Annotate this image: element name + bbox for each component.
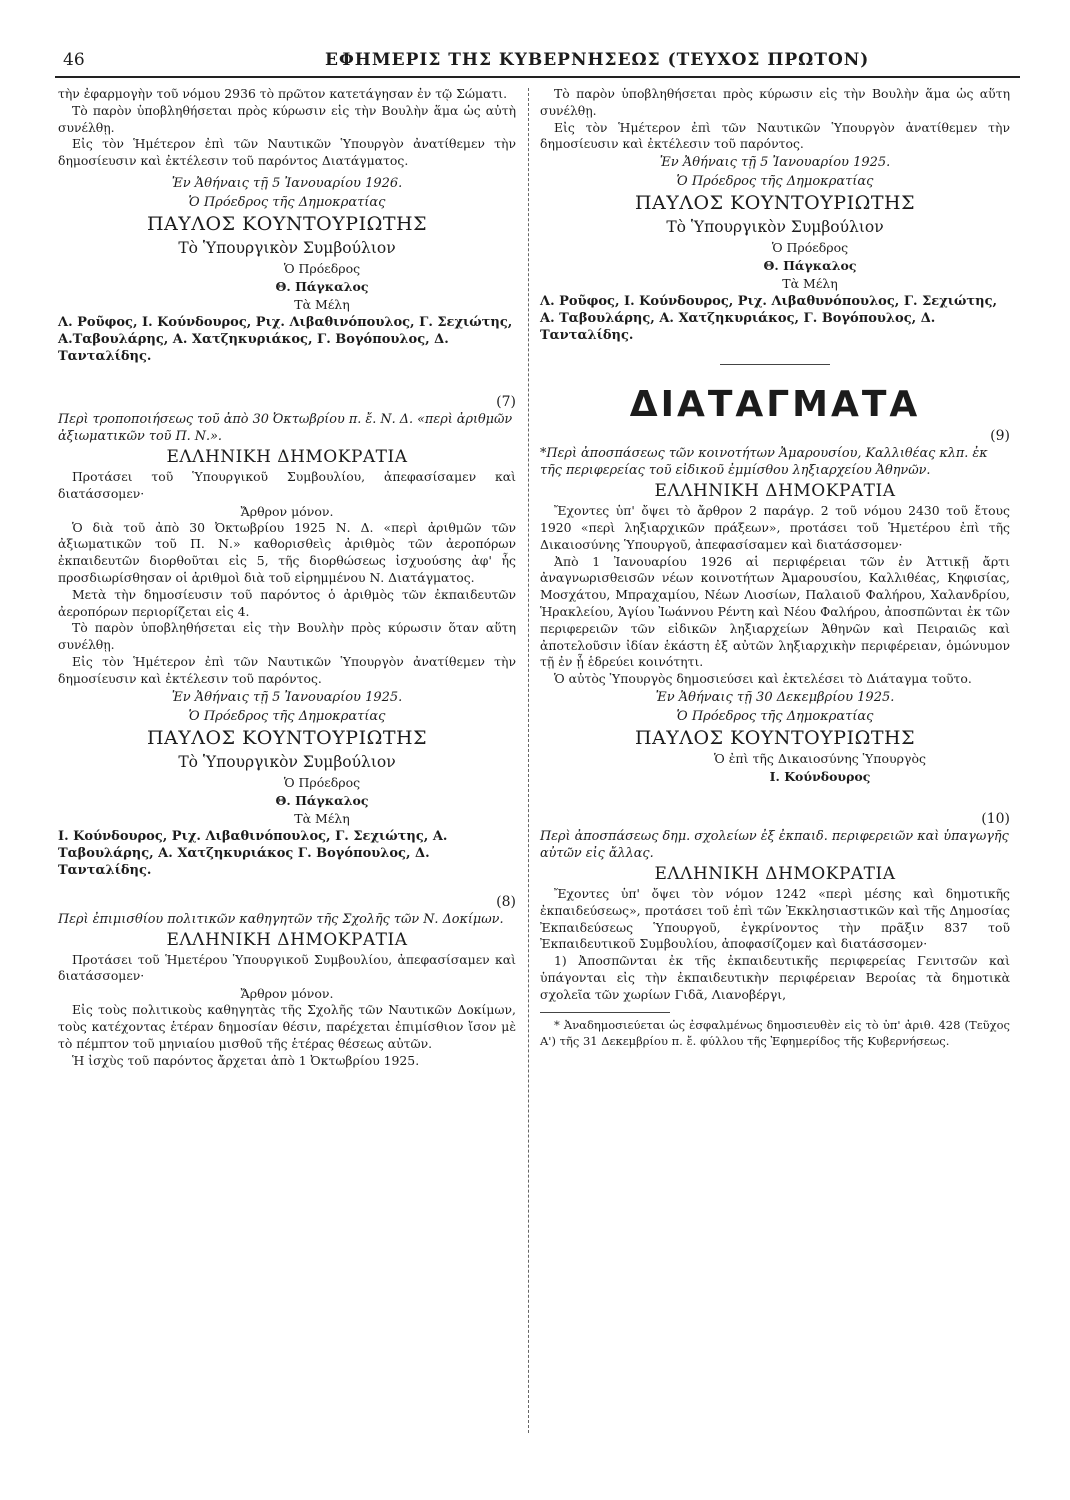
- members-label: Τὰ Μέλη: [294, 296, 350, 312]
- right-column: [540, 86, 1010, 1049]
- paragraph: Προτάσει τοῦ Ἡμετέρου Ὑπουργικοῦ Συμβουλίου, ἀπεφασίσαμεν καὶ διατάσσομεν·: [58, 951, 516, 984]
- paragraph: Εἰς τὸν Ἡμέτερον ἐπὶ τῶν Ναυτικῶν Ὑπουργὸν ἀνατίθεμεν τὴν δημοσίευσιν καὶ ἐκτέλεσιν τοῦ παρόντος.: [540, 119, 1010, 152]
- footnote-rule: [540, 1012, 670, 1013]
- page-number: 46: [63, 50, 85, 70]
- cabinet-heading: Τὸ Ὑπουργικὸν Συμβούλιον: [178, 752, 396, 771]
- chair-label: Ὁ Πρόεδρος: [771, 240, 849, 256]
- decree-number: (7): [496, 393, 516, 410]
- page-header: [55, 50, 1020, 76]
- chair-label: Ὁ Πρόεδρος: [283, 774, 361, 790]
- paragraph: Εἰς τοὺς πολιτικοὺς καθηγητὰς τῆς Σχολῆς τῶν Ναυτικῶν Δοκίμων, τοὺς κατέχοντας ἑτέραν δημοσίαν θέσιν, παρέχεται ἐπιμίσθιον ἴσον μὲ τὸ πέμπτον τοῦ μηνιαίου μισθοῦ τῆς ἑτέρας θέσεως αὐτῶν.: [58, 1002, 516, 1051]
- paragraph: Ἔχοντες ὑπ' ὄψει τὸν νόμον 1242 «περὶ μέσης καὶ δημοτικῆς ἐκπαιδεύσεως», προτάσει τοῦ ἐπὶ τῶν Ἐκκλησιαστικῶν καὶ τῆς Δημοσίας Ἐκπαιδεύσεως Ὑπουργοῦ, ἐγκρίνοντος τὴν πρᾶξιν 837 τοῦ Ἐκπαιδευτικοῦ Συμβουλίου, ἀποφασίζομεν καὶ διατάσσομεν·: [540, 885, 1010, 952]
- president-name: ΠΑΥΛΟΣ ΚΟΥΝΤΟΥΡΙΩΤΗΣ: [146, 726, 428, 749]
- paragraph: Τὸ παρὸν ὑποβληθήσεται πρὸς κύρωσιν εἰς τὴν Βουλὴν ἅμα ὡς αὕτη συνέλθῃ.: [540, 86, 1010, 118]
- decree-date: Ἐν Ἀθήναις τῇ 5 Ἰανουαρίου 1925.: [171, 689, 403, 705]
- header-rule: [55, 76, 1020, 78]
- footnote: * Ἀναδημοσιεύεται ὡς ἐσφαλμένως δημοσιευθὲν εἰς τὸ ὑπ' ἀριθ. 428 (Τεῦχος Α') τῆς 31 Δεκεμβρίου π. ἔ. φύλλου τῆς Ἐφημερίδος τῆς Κυβερνήσεως.: [540, 1017, 1010, 1048]
- cabinet-heading: Τὸ Ὑπουργικὸν Συμβούλιον: [666, 218, 884, 237]
- president-name: ΠΑΥΛΟΣ ΚΟΥΝΤΟΥΡΙΩΤΗΣ: [634, 726, 916, 749]
- section-separator: [720, 364, 830, 365]
- chair-label: Ὁ Πρόεδρος: [283, 260, 361, 276]
- decree-date: Ἐν Ἀθήναις τῇ 30 Δεκεμβρίου 1925.: [655, 689, 895, 705]
- paragraph: Μετὰ τὴν δημοσίευσιν τοῦ παρόντος ὁ ἀριθμὸς τῶν ἐκπαιδευτῶν ἀεροπόρων περιορίζεται εἰς 4.: [58, 586, 516, 619]
- chair-name: Θ. Πάγκαλος: [763, 258, 857, 274]
- decree-subject: *Περὶ ἀποσπάσεως τῶν κοινοτήτων Ἀμαρουσίου, Καλλιθέας κλπ. ἐκ τῆς περιφερείας τοῦ εἰδικοῦ ἐμμίσθου ληξιαρχείου Ἀθηνῶν.: [540, 446, 988, 479]
- paragraph: Ἀπὸ 1 Ἰανουαρίου 1926 αἱ περιφέρειαι τῶν ἐν Ἀττικῇ ἄρτι ἀναγνωρισθεισῶν νέων κοινοτήτων Ἀμαρουσίου, Καλλιθέας, Κηφισίας, Μοσχάτου, Μπραχαμίου, Νέων Λιοσίων, Παλαιοῦ Φαλήρου, Χαλανδρίου, Ἡρακλείου, Ἁγίου Ἰωάννου Ρέντη καὶ Νέου Φαλήρου, ἀποσπῶνται ἐκ τῶν περιφερειῶν τῶν εἰδικῶν ληξιαρχείων Ἀθηνῶν καὶ Πειραιῶς καὶ ἀποτελοῦσιν ἰδίαν ἑκάστη ἐξ αὐτῶν ληξιαρχικὴν περιφέρειαν, ὁμώνυμον τῇ ἐν ᾗ ἑδρεύει κοινότητι.: [540, 553, 1010, 670]
- article-heading: Ἄρθρον μόνον.: [240, 986, 334, 1002]
- decree-subject: Περὶ ἐπιμισθίου πολιτικῶν καθηγητῶν τῆς Σχολῆς τῶν Ν. Δοκίμων.: [58, 911, 504, 927]
- republic-heading: ΕΛΛΗΝΙΚΗ ΔΗΜΟΚΡΑΤΙΑ: [654, 863, 896, 884]
- republic-heading: ΕΛΛΗΝΙΚΗ ΔΗΜΟΚΡΑΤΙΑ: [654, 481, 896, 502]
- chair-name: Θ. Πάγκαλος: [275, 278, 369, 294]
- cabinet-heading: Τὸ Ὑπουργικὸν Συμβούλιον: [178, 238, 396, 257]
- members-label: Τὰ Μέλη: [782, 276, 838, 292]
- left-column: [58, 86, 516, 1069]
- decree-number: (9): [990, 428, 1010, 445]
- decree-date: Ἐν Ἀθήναις τῇ 5 Ἰανουαρίου 1925.: [659, 155, 891, 171]
- paragraph: Ἡ ἰσχὺς τοῦ παρόντος ἄρχεται ἀπὸ 1 Ὀκτωβρίου 1925.: [72, 1052, 420, 1068]
- paragraph: Προτάσει τοῦ Ὑπουργικοῦ Συμβουλίου, ἀπεφασίσαμεν καὶ διατάσσομεν·: [58, 468, 516, 501]
- president-title: Ὁ Πρόεδρος τῆς Δημοκρατίας: [676, 708, 874, 724]
- chair-name: Θ. Πάγκαλος: [275, 792, 369, 808]
- president-name: ΠΑΥΛΟΣ ΚΟΥΝΤΟΥΡΙΩΤΗΣ: [146, 212, 428, 235]
- cabinet-members: Λ. Ροῦφος, Ι. Κούνδουρος, Ριχ. Λιβαθυνόπουλος, Γ. Σεχιώτης, Α. Ταβουλάρης, Α. Χατζηκυριάκος, Γ. Βογόπουλος, Δ. Τανταλίδης.: [540, 294, 998, 344]
- members-label: Τὰ Μέλη: [294, 810, 350, 826]
- decree-subject: Περὶ τροποποιήσεως τοῦ ἀπὸ 30 Ὀκτωβρίου π. ἔ. Ν. Δ. «περὶ ἀριθμῶν ἀξιωματικῶν τοῦ Π. Ν.».: [58, 411, 513, 444]
- minister-label: Ὁ ἐπὶ τῆς Δικαιοσύνης Ὑπουργὸς: [713, 750, 926, 766]
- republic-heading: ΕΛΛΗΝΙΚΗ ΔΗΜΟΚΡΑΤΙΑ: [166, 929, 408, 950]
- president-title: Ὁ Πρόεδρος τῆς Δημοκρατίας: [188, 708, 386, 724]
- paragraph: Εἰς τὸν Ἡμέτερον ἐπὶ τῶν Ναυτικῶν Ὑπουργὸν ἀνατίθεμεν τὴν δημοσίευσιν καὶ ἐκτέλεσιν τοῦ παρόντος.: [58, 653, 516, 686]
- decree-number: (8): [496, 893, 516, 910]
- paragraph: Ὁ αὐτὸς Ὑπουργὸς δημοσιεύσει καὶ ἐκτελέσει τὸ Διάταγμα τοῦτο.: [554, 671, 972, 687]
- decree-date: Ἐν Ἀθήναις τῇ 5 Ἰανουαρίου 1926.: [171, 175, 403, 191]
- republic-heading: ΕΛΛΗΝΙΚΗ ΔΗΜΟΚΡΑΤΙΑ: [166, 446, 408, 467]
- president-title: Ὁ Πρόεδρος τῆς Δημοκρατίας: [676, 174, 874, 190]
- column-divider: [528, 88, 529, 1433]
- paragraph: Εἰς τὸν Ἡμέτερον ἐπὶ τῶν Ναυτικῶν Ὑπουργὸν ἀνατίθεμεν τὴν δημοσίευσιν καὶ ἐκτέλεσιν τοῦ παρόντος Διατάγματος.: [58, 136, 516, 169]
- gazette-title: ΕΦΗΜΕΡΙΣ ΤΗΣ ΚΥΒΕΡΝΗΣΕΩΣ (ΤΕΥΧΟΣ ΠΡΩΤΟΝ): [325, 50, 870, 70]
- minister-name: Ι. Κούνδουρος: [769, 768, 871, 784]
- decree-number: (10): [981, 810, 1010, 827]
- article-heading: Ἄρθρον μόνον.: [240, 503, 334, 519]
- president-name: ΠΑΥΛΟΣ ΚΟΥΝΤΟΥΡΙΩΤΗΣ: [634, 192, 916, 215]
- paragraph: Τὸ παρὸν ὑποβληθήσεται εἰς τὴν Βουλὴν πρὸς κύρωσιν ὅταν αὕτη συνέλθῃ.: [58, 620, 516, 653]
- paragraph: Ὁ διὰ τοῦ ἀπὸ 30 Ὀκτωβρίου 1925 Ν. Δ. «περὶ ἀριθμῶν τῶν ἀξιωματικῶν τοῦ Π. Ν.» καθορισθεὶς ἀριθμὸς τῶν ἀεροπόρων ἐκπαιδευτῶν διορθοῦται εἰς 5, τῆς διορθώσεως ἰσχυούσης ἀφ' ἧς προσδιωρίσθησαν οἱ ἀριθμοὶ διὰ τοῦ εἰρημμένου Ν. Διατάγματος.: [58, 519, 516, 585]
- cabinet-members: Ι. Κούνδουρος, Ριχ. Λιβαθινόπουλος, Γ. Σεχιώτης, Α. Ταβουλάρης, Α. Χατζηκυριάκος Γ. Βογόπουλος, Δ. Τανταλίδης.: [58, 828, 448, 878]
- cabinet-members: Λ. Ροῦφος, Ι. Κούνδουρος, Ριχ. Λιβαθινόπουλος, Γ. Σεχιώτης, Α.Ταβουλάρης, Α. Χατζηκυριάκος, Γ. Βογόπουλος, Δ. Τανταλίδης.: [58, 314, 513, 364]
- decrees-heading: ΔΙΑΤΑΓΜΑΤΑ: [629, 384, 921, 426]
- paragraph: τὴν ἐφαρμογὴν τοῦ νόμου 2936 τὸ πρῶτον κατετάγησαν ἐν τῷ Σώματι.: [58, 86, 508, 101]
- paragraph: 1) Ἀποσπῶνται ἐκ τῆς ἐκπαιδευτικῆς περιφερείας Γενιτσῶν καὶ ὑπάγονται εἰς τὴν ἐκπαιδευτικὴν περιφέρειαν Βεροίας τὰ δημοτικὰ σχολεῖα τῶν χωρίων Γιδᾶ, Λιανοβέργι,: [540, 953, 1010, 1002]
- decree-subject: Περὶ ἀποσπάσεως δημ. σχολείων ἐξ ἐκπαιδ. περιφερειῶν καὶ ὑπαγωγῆς αὐτῶν εἰς ἄλλας.: [540, 828, 1009, 861]
- president-title: Ὁ Πρόεδρος τῆς Δημοκρατίας: [188, 194, 386, 210]
- paragraph: Τὸ παρὸν ὑποβληθήσεται πρὸς κύρωσιν εἰς τὴν Βουλὴν ἅμα ὡς αὐτὴ συνέλθῃ.: [58, 102, 516, 135]
- paragraph: Ἔχοντες ὑπ' ὄψει τὸ ἄρθρον 2 παράγρ. 2 τοῦ νόμου 2430 τοῦ ἔτους 1920 «περὶ ληξιαρχικῶν πράξεων», προτάσει τοῦ Ἡμετέρου ἐπὶ τῆς Δικαιοσύνης Ὑπουργοῦ, ἀπεφασίσαμεν καὶ διατάσσομεν·: [540, 503, 1010, 552]
